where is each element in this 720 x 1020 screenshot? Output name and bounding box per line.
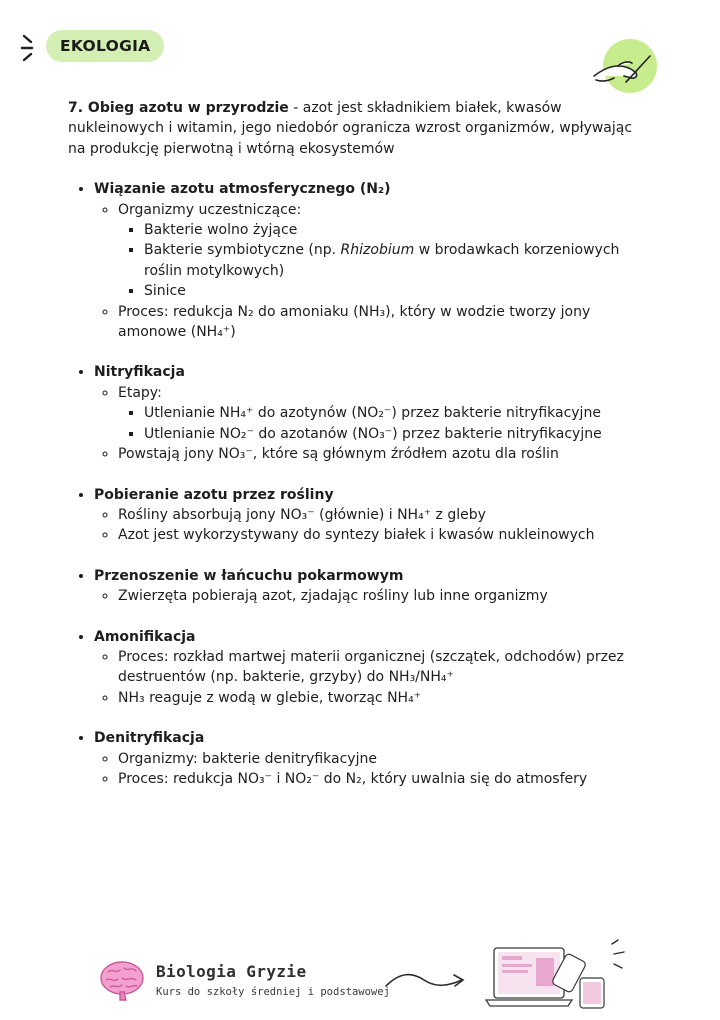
- list-item: ◦ Rośliny absorbują jony NO₃⁻ (głównie) i NH₄⁺ z gleby: [118, 505, 650, 525]
- list-item: ◦ Proces: redukcja N₂ do amoniaku (NH₃), który w wodzie tworzy jony amonowe (NH₄⁺): [118, 302, 650, 343]
- list-item: ◦ Etapy: ▪ Utlenianie NH₄⁺ do azotynów (NO₂⁻) przez bakterie nitryfikacyjne ▪ Utlenianie NO₂⁻ do azotanów (NO₃⁻) przez bakterie nitryfikacyjne: [118, 383, 650, 444]
- section-pobieranie: [94, 485, 650, 546]
- list-item: ▪ Utlenianie NH₄⁺ do azotynów (NO₂⁻) przez bakterie nitryfikacyjne: [144, 403, 650, 423]
- list-item: ◦ Zwierzęta pobierają azot, zjadając rośliny lub inne organizmy: [118, 586, 650, 606]
- section-tag: EKOLOGIA: [46, 30, 164, 62]
- brain-logo-icon: [98, 958, 146, 1002]
- main-content: [68, 98, 650, 809]
- section-title: Amonifikacja: [94, 628, 196, 645]
- list-item: ◦ NH₃ reaguje z wodą w glebie, tworząc NH₄⁺: [118, 688, 650, 708]
- section-przenoszenie: [94, 566, 650, 607]
- section-wiazanie: [94, 179, 650, 342]
- list-item: ▪ Bakterie symbiotyczne (np. Rhizobium w brodawkach korzeniowych roślin motylkowych): [144, 240, 650, 281]
- brand-tagline: Kurs do szkoły średniej i podstawowej: [156, 986, 390, 998]
- section-amonifikacja: [94, 627, 650, 709]
- brand-name: Biologia Gryzie: [156, 962, 307, 981]
- section-denitryfikacja: [94, 728, 650, 789]
- intro-paragraph: [68, 98, 650, 159]
- list-item: ▪ Bakterie wolno żyjące: [144, 220, 650, 240]
- list-item: ◦ Organizmy uczestniczące: ▪ Bakterie wolno żyjące ▪ Bakterie symbiotyczne (np. Rhizobium w brodawkach korzeniowych roślin motylkowych) ▪ Sinice: [118, 200, 650, 302]
- section-title: Przenoszenie w łańcuchu pokarmowym: [94, 567, 404, 584]
- spark-icon: [20, 30, 44, 64]
- section-title: Nitryfikacja: [94, 364, 185, 381]
- section-nitryfikacja: [94, 362, 650, 464]
- arrow-icon: [382, 966, 470, 996]
- section-title: Denitryfikacja: [94, 730, 205, 747]
- section-title: Pobieranie azotu przez rośliny: [94, 486, 334, 503]
- section-title: Wiązanie azotu atmosferycznego (N₂): [94, 181, 391, 198]
- topic-list: [68, 179, 650, 789]
- page-header: [20, 28, 200, 68]
- list-item: ▪ Utlenianie NO₂⁻ do azotanów (NO₃⁻) przez bakterie nitryfikacyjne: [144, 424, 650, 444]
- writing-hand-icon: [588, 36, 658, 106]
- list-item: ◦ Azot jest wykorzystywany do syntezy białek i kwasów nukleinowych: [118, 525, 650, 545]
- list-item: ◦ Proces: redukcja NO₃⁻ i NO₂⁻ do N₂, który uwalnia się do atmosfery: [118, 769, 650, 789]
- list-item: ◦ Organizmy: bakterie denitryfikacyjne: [118, 749, 650, 769]
- list-item: ◦ Powstają jony NO₃⁻, które są głównym źródłem azotu dla roślin: [118, 444, 650, 464]
- intro-title: 7. Obieg azotu w przyrodzie: [68, 100, 289, 116]
- intro-text: - azot jest składnikiem białek, kwasów nukleinowych i witamin, jego niedobór ogranicza wzrost organizmów, wpływając na produkcję pierwotną i wtórną ekosystemów: [68, 100, 633, 157]
- devices-icon: [480, 938, 630, 1014]
- list-item: ▪ Sinice: [144, 281, 650, 301]
- list-item: ◦ Proces: rozkład martwej materii organicznej (szczątek, odchodów) przez destruentów (np. bakterie, grzyby) do NH₃/NH₄⁺: [118, 647, 650, 688]
